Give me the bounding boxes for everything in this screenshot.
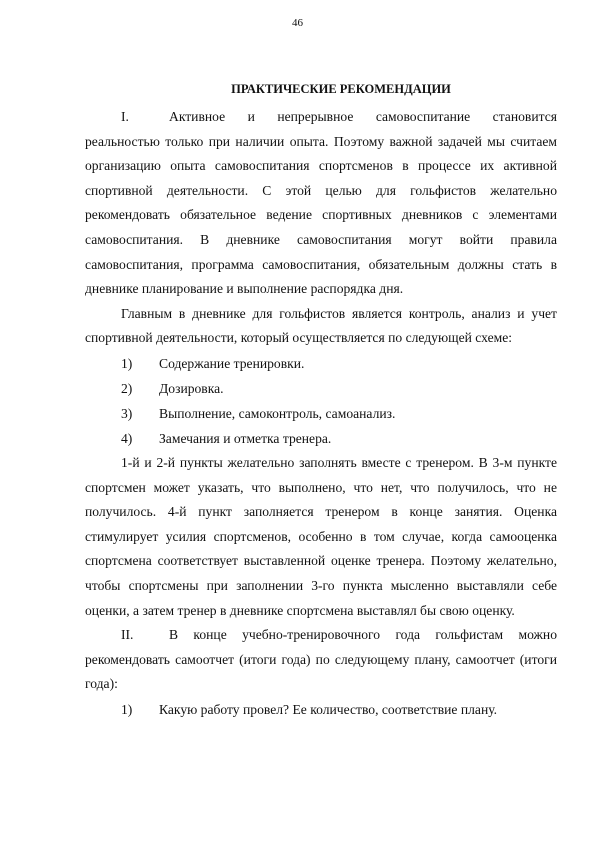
list-item-text: Содержание тренировки. [159,355,305,371]
list-item-number: 1) [121,701,133,717]
list-item-text: Дозировка. [159,380,224,396]
list-item [85,401,557,426]
list-item-text: Какую работу провел? Ее количество, соответствие плану. [159,701,498,717]
list-item [85,697,557,722]
section-1-text: Активное и непрерывное самовоспитание становится реальностью только при наличии опыта. Поэтому важной задачей мы считаем организацию опыта самовоспитания спортсменов в процессе их активной спортивной деятельности. С этой целью для гольфистов желательно рекомендовать обязательное ведение спортивных дневников с элементами самовоспитания. В дневнике самовоспитания могут войти правила самовоспитания, программа самовоспитания, обязательным должны стать в дневнике планирование и выполнение распорядка дня. [85,109,557,297]
list-item [85,426,557,451]
section-2-marker: II. [121,627,134,643]
section-1-marker: I. [121,109,129,124]
page-number: 46 [292,17,303,29]
page-title: ПРАКТИЧЕСКИЕ РЕКОМЕНДАЦИИ [231,82,451,96]
paragraph-3: 1-й и 2-й пункты желательно заполнять вместе с тренером. В 3-м пункте спортсмен может указать, что выполнено, что нет, что получилось, что не получилось. 4-й пункт заполняется тренером в конце занятия. Оценка стимулирует усилия спортсменов, особенно в том случае, когда самооценка спортсмена соответствует выставленной оценке тренера. Поэтому желательно, чтобы спортсмены при заполнении 3-го пункта мысленно выставляли себе оценки, а затем тренер в дневнике спортсмена выставлял бы свою оценку. [85,454,557,618]
section-2-text: В конце учебно-тренировочного года гольфистам можно рекомендовать самоотчет (итоги года) по следующему плану, самоотчет (итоги года): [85,627,557,692]
list-item-number: 2) [121,380,133,396]
list-item-text: Выполнение, самоконтроль, самоанализ. [159,405,396,421]
list-item-text: Замечания и отметка тренера. [159,430,332,446]
list-item-number: 1) [121,355,133,371]
section-1-paragraph [85,105,557,302]
list-item-number: 3) [121,405,133,421]
section-2-paragraph [85,623,557,697]
document-body [85,80,557,722]
list-1 [85,351,557,451]
list-item [85,376,557,401]
paragraph-2: Главным в дневнике для гольфистов является контроль, анализ и учет спортивной деятельности, который осуществляется по следующей схеме: [85,305,557,346]
list-2 [85,697,557,722]
list-item-number: 4) [121,430,133,446]
list-item [85,351,557,376]
